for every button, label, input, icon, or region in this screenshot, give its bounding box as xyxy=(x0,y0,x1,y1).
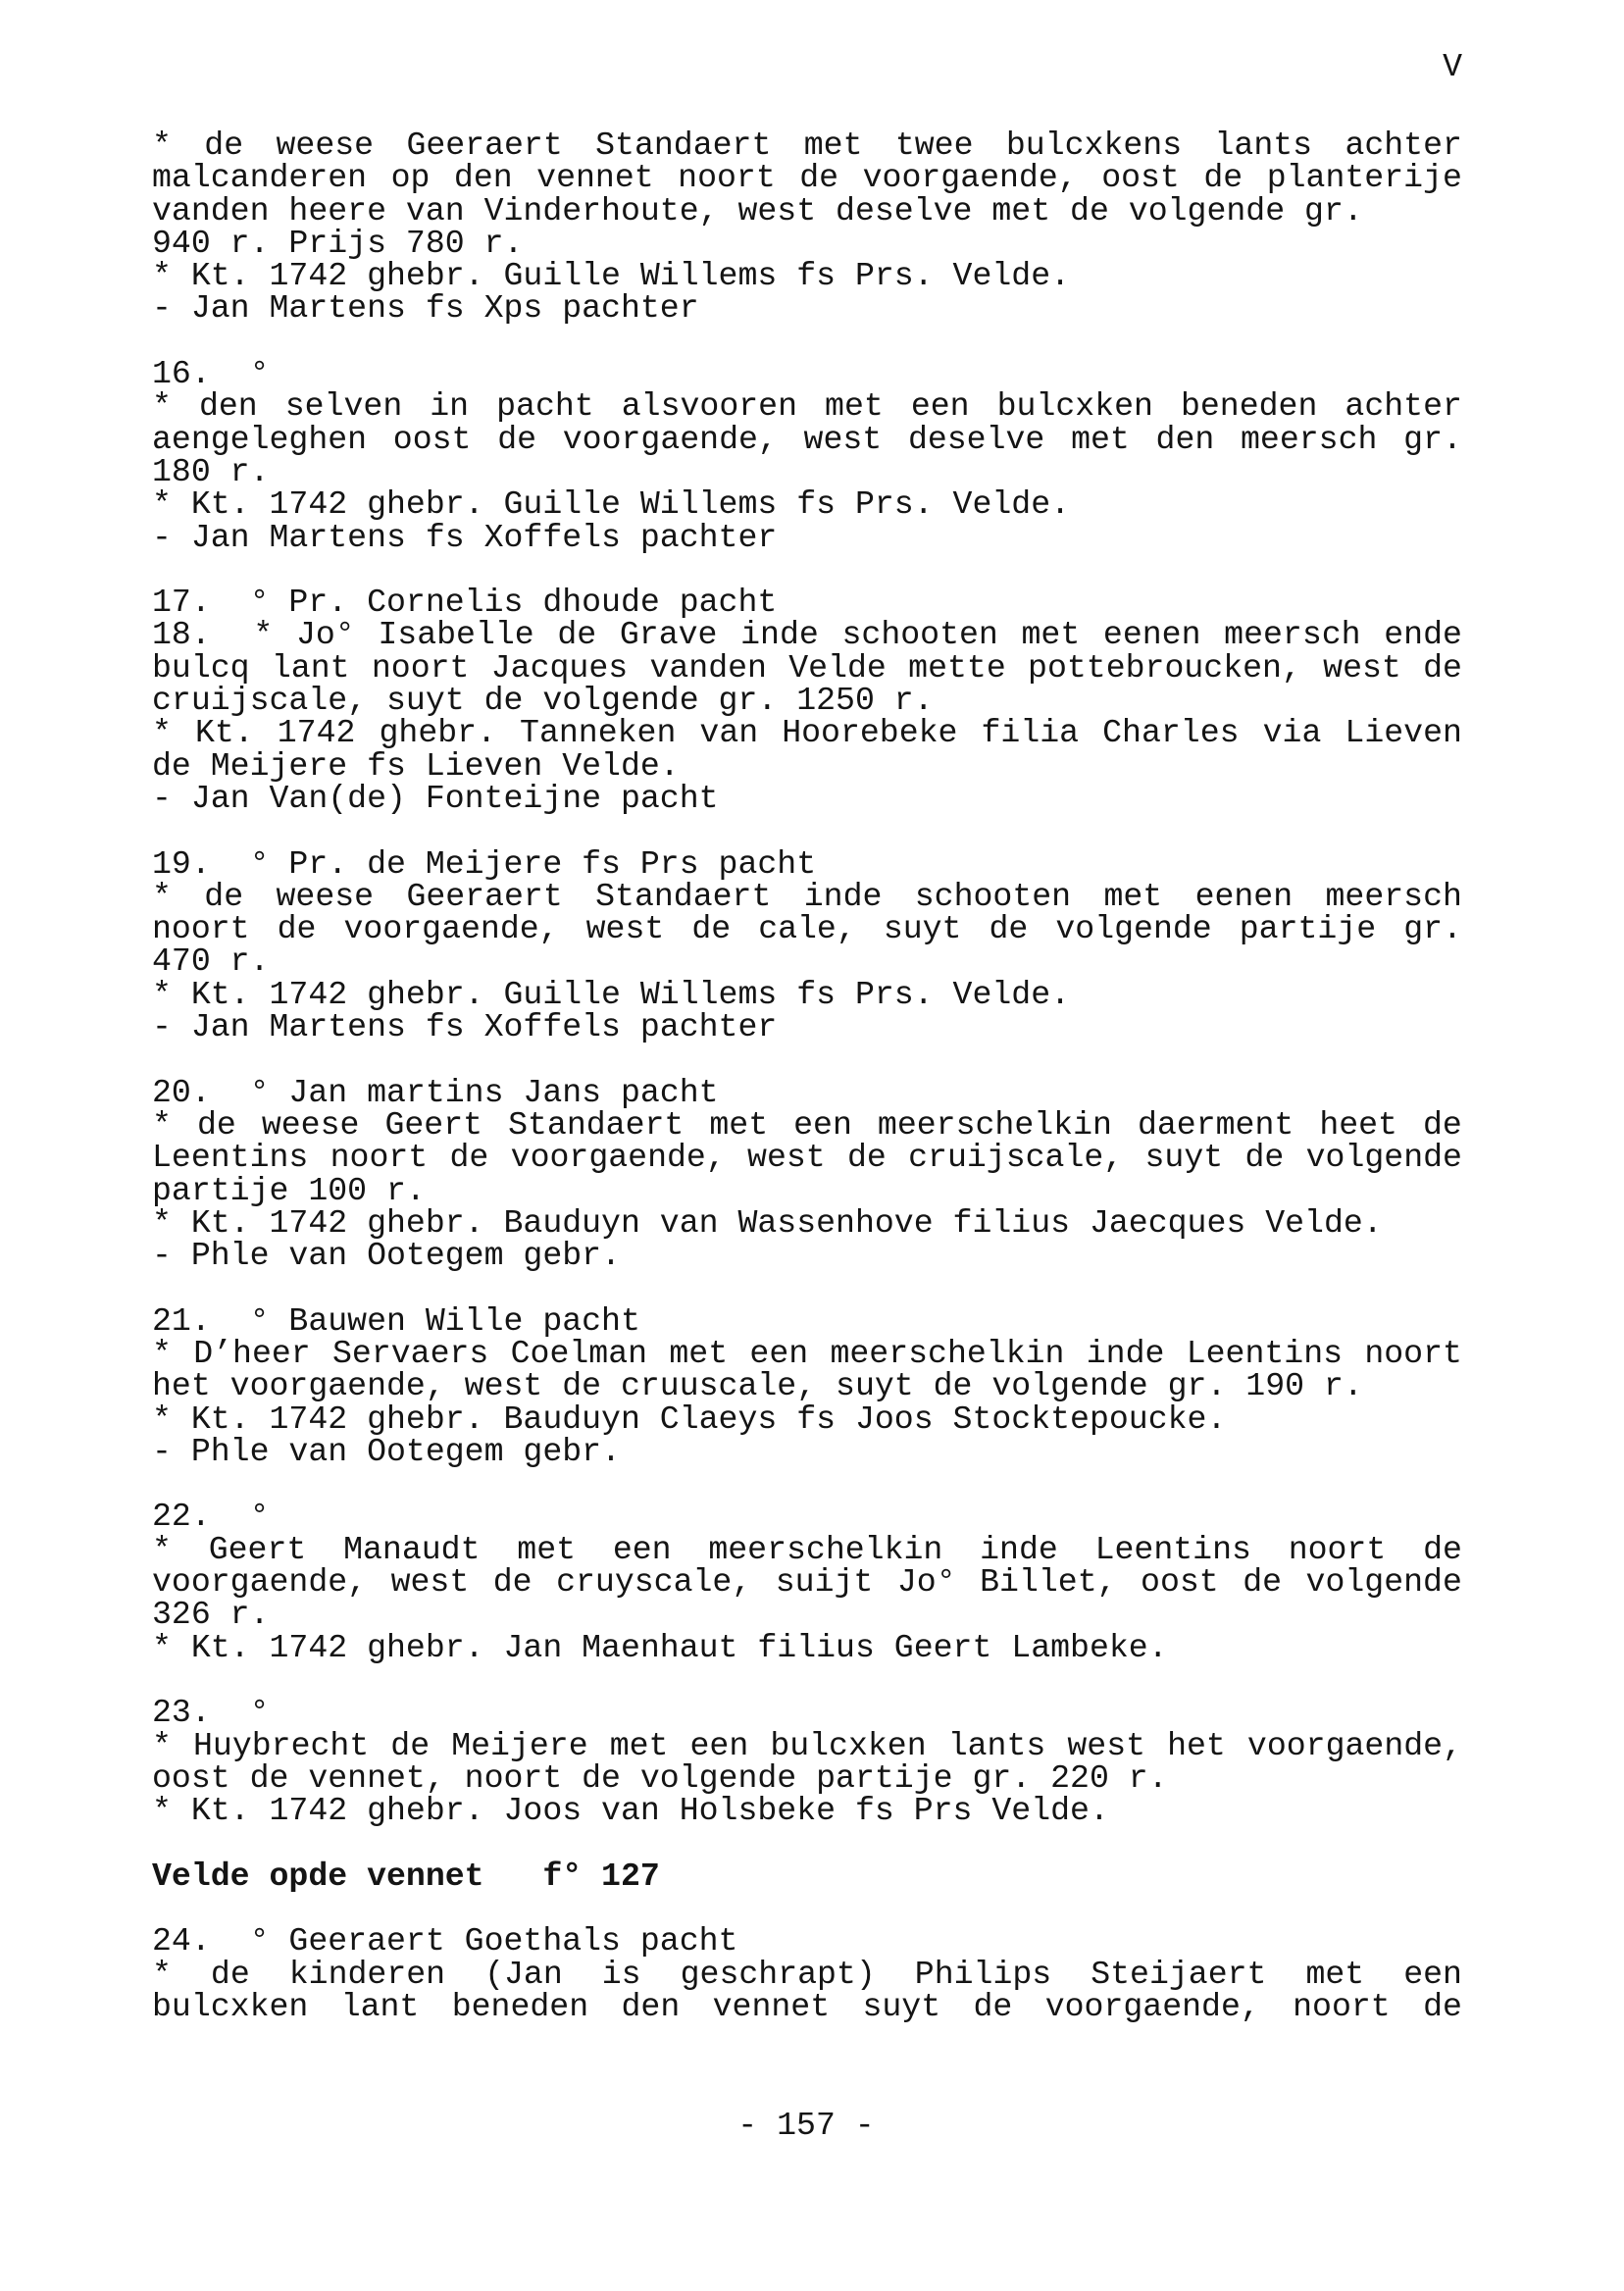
word: de xyxy=(557,616,597,654)
word: mette xyxy=(908,648,1006,687)
word: beneden xyxy=(451,1987,589,2025)
word: de xyxy=(1244,1139,1285,1177)
word: west xyxy=(803,420,883,458)
text-line: - Jan Martens fs Xoffels pachter xyxy=(152,518,778,556)
word: Geert xyxy=(384,1105,483,1144)
word: weese xyxy=(261,1105,360,1144)
word: west xyxy=(1067,1726,1146,1764)
word: Leentins xyxy=(152,1139,309,1177)
word: ende xyxy=(1384,616,1462,654)
word: schooten xyxy=(914,877,1072,915)
entry-block xyxy=(152,586,1462,815)
entry-block xyxy=(152,1301,1462,1470)
word: * xyxy=(152,387,172,426)
word: met xyxy=(517,1530,577,1568)
word: een xyxy=(612,1530,672,1568)
word: lant xyxy=(340,1987,420,2025)
word: de xyxy=(390,1726,431,1764)
text-line xyxy=(152,910,1462,948)
word: 1742 xyxy=(277,714,356,752)
word: cruyscale, xyxy=(556,1563,752,1602)
word: weese xyxy=(276,877,375,915)
word: pacht xyxy=(496,387,594,426)
word: vanden xyxy=(649,648,767,687)
word: vennet xyxy=(536,159,654,197)
text-line: partije 100 r. xyxy=(152,1171,426,1209)
word: een xyxy=(689,1726,749,1764)
word: deselve xyxy=(907,420,1045,458)
word: noort xyxy=(1364,1334,1462,1372)
word: de xyxy=(196,1105,236,1144)
word: Hoorebeke xyxy=(782,714,958,752)
text-line: * Kt. 1742 ghebr. Guille Willems fs Prs. Velde. xyxy=(152,257,1071,295)
word: van xyxy=(699,714,759,752)
entry-number-line: 16. ° xyxy=(152,355,270,393)
word: Isabelle xyxy=(378,616,534,654)
text-line: cruijscale, suyt de volgende gr. 1250 r. xyxy=(152,682,934,720)
word: beneden xyxy=(1180,387,1318,426)
word: den xyxy=(621,1987,681,2025)
word: de xyxy=(1423,1530,1462,1568)
text-line: - Phle van Ootegem gebr. xyxy=(152,1237,621,1275)
word: een xyxy=(1403,1955,1462,1993)
word: met xyxy=(709,1105,769,1144)
word: bulcxken xyxy=(770,1726,927,1764)
word: vennet xyxy=(712,1987,831,2025)
word: voorgaende, xyxy=(562,420,778,458)
word: suyt xyxy=(1144,1139,1224,1177)
word: Standaert xyxy=(508,1105,685,1144)
word: suyt xyxy=(883,910,962,948)
word: * xyxy=(152,1105,172,1144)
word: volgende xyxy=(1305,1563,1462,1602)
entry-block xyxy=(152,1922,1462,2025)
word: meersch xyxy=(1241,420,1378,458)
word: oost xyxy=(392,420,472,458)
word: met xyxy=(669,1334,729,1372)
word: suijt xyxy=(775,1563,874,1602)
word: noort xyxy=(678,159,776,197)
entry-block xyxy=(152,844,1462,1046)
entry-number-line: 21. ° Bauwen Wille pacht xyxy=(152,1301,640,1340)
text-line: - Jan Van(de) Fonteijne pacht xyxy=(152,779,719,817)
word: Geert xyxy=(208,1530,307,1568)
word: noort xyxy=(330,1139,429,1177)
page-marker: V xyxy=(1443,48,1462,85)
entry-block xyxy=(152,1498,1462,1666)
document-body xyxy=(152,129,1462,2057)
word: lants xyxy=(1214,127,1313,164)
word: inde xyxy=(980,1530,1058,1568)
word: via xyxy=(1262,714,1322,752)
word: pottebroucken, xyxy=(1028,648,1301,687)
word: voorgaende, xyxy=(1044,1987,1260,2025)
word: Jo° xyxy=(896,1563,956,1602)
word: de xyxy=(847,1139,887,1177)
word: D’heer xyxy=(193,1334,311,1372)
word: de xyxy=(210,1955,250,1993)
word: de xyxy=(799,159,839,197)
word: ghebr. xyxy=(379,714,496,752)
text-line xyxy=(152,387,1462,426)
word: west xyxy=(585,910,665,948)
word: * xyxy=(152,714,172,752)
word: twee xyxy=(894,127,974,164)
word: meerschelkin xyxy=(877,1105,1112,1144)
text-line: * Kt. 1742 ghebr. Guille Willems fs Prs. Velde. xyxy=(152,485,1071,524)
entry-number-line: 22. ° xyxy=(152,1498,270,1536)
text-line: * Kt. 1742 ghebr. Joos van Holsbeke fs Prs Velde. xyxy=(152,1792,1109,1830)
text-line xyxy=(152,1987,1462,2025)
text-line: - Jan Martens fs Xoffels pachter xyxy=(152,1008,778,1046)
word: filia xyxy=(981,714,1080,752)
text-line: vanden heere van Vinderhoute, west deselve met de volgende gr. xyxy=(152,191,1363,229)
word: achter xyxy=(1345,127,1462,164)
word: Tanneken xyxy=(520,714,677,752)
word: de xyxy=(277,910,317,948)
word: (Jan xyxy=(484,1955,563,1993)
text-line: * Kt. 1742 ghebr. Bauduyn Claeys fs Joos Stocktepoucke. xyxy=(152,1400,1227,1438)
word: noort xyxy=(371,648,470,687)
word: de xyxy=(204,127,244,164)
word: * xyxy=(152,1334,172,1372)
word: * xyxy=(152,1530,172,1568)
entry-block xyxy=(152,1073,1462,1275)
word: * xyxy=(253,616,274,654)
text-line xyxy=(152,1105,1462,1144)
word: Leentins xyxy=(1094,1530,1251,1568)
word: inde xyxy=(803,877,883,915)
text-line: * Kt. 1742 ghebr. Jan Maenhaut filius Geert Lambeke. xyxy=(152,1628,1168,1666)
word: de xyxy=(1423,1105,1462,1144)
word: in xyxy=(430,387,470,426)
word: met xyxy=(1021,616,1081,654)
text-line: de Meijere fs Lieven Velde. xyxy=(152,746,680,785)
word: meerschelkin xyxy=(830,1334,1065,1372)
word: geschrapt) xyxy=(680,1955,876,1993)
word: de xyxy=(1203,159,1243,197)
word: de xyxy=(204,877,244,915)
word: gr. xyxy=(1403,910,1462,948)
word: bulcxkens xyxy=(1005,127,1183,164)
text-line xyxy=(152,1563,1462,1602)
entry-number-line: 20. ° Jan martins Jans pacht xyxy=(152,1073,719,1111)
word: suyt xyxy=(862,1987,941,2025)
word: meersch xyxy=(1325,877,1462,915)
word: de xyxy=(1423,648,1462,687)
word: Velde xyxy=(788,648,887,687)
word: met xyxy=(1071,420,1130,458)
word: daerment xyxy=(1137,1105,1294,1144)
word: volgende xyxy=(1055,910,1212,948)
entry-number-line xyxy=(152,616,1462,654)
text-line: 326 r. xyxy=(152,1596,270,1634)
word: voorgaende, xyxy=(862,159,1078,197)
text-line: het voorgaende, west de cruuscale, suyt de volgende gr. 190 r. xyxy=(152,1367,1363,1405)
word: Leentins xyxy=(1186,1334,1344,1372)
text-line xyxy=(152,129,1462,162)
text-line xyxy=(152,714,1462,752)
word: de xyxy=(492,1563,533,1602)
word: west xyxy=(1323,648,1401,687)
word: de xyxy=(973,1987,1013,2025)
section-heading-block xyxy=(152,1857,1462,1895)
text-line: * Kt. 1742 ghebr. Bauduyn van Wassenhove filius Jaecques Velde. xyxy=(152,1203,1383,1242)
word: Huybrecht xyxy=(192,1726,370,1764)
text-line xyxy=(152,1726,1462,1764)
word: Geeraert xyxy=(406,127,563,164)
word: Grave xyxy=(619,616,718,654)
word: Philips xyxy=(914,1955,1052,1993)
word: noort xyxy=(1288,1530,1387,1568)
word: Standaert xyxy=(595,127,772,164)
entry-number-line: 17. ° Pr. Cornelis dhoude pacht xyxy=(152,584,778,622)
word: 18. xyxy=(152,616,230,654)
word: met xyxy=(825,387,884,426)
text-line: 180 r. xyxy=(152,452,270,490)
word: cruijscale, xyxy=(908,1139,1124,1177)
text-line xyxy=(152,1955,1462,1993)
word: west xyxy=(747,1139,826,1177)
text-line: - Jan Martens fs Xps pachter xyxy=(152,289,699,328)
entry-block xyxy=(152,1694,1462,1830)
word: den xyxy=(1155,420,1215,458)
word: malcanderen xyxy=(152,159,368,197)
word: Charles xyxy=(1102,714,1240,752)
word: Coelman xyxy=(510,1334,648,1372)
text-line xyxy=(152,420,1462,458)
word: voorgaende, xyxy=(510,1139,726,1177)
word: Jacques xyxy=(490,648,629,687)
word: * xyxy=(152,127,172,164)
word: selven xyxy=(284,387,403,426)
word: met xyxy=(609,1726,669,1764)
word: eenen xyxy=(1102,616,1201,654)
text-line: oost de vennet, noort de volgende partije gr. 220 r. xyxy=(152,1758,1168,1797)
word: voorgaende, xyxy=(1246,1726,1462,1764)
word: inde xyxy=(740,616,819,654)
page-number-footer: - 157 - xyxy=(737,2107,875,2144)
text-line: 940 r. Prijs 780 r. xyxy=(152,224,524,262)
text-line xyxy=(152,648,1462,687)
text-line: 470 r. xyxy=(152,942,270,981)
word: alsvooren xyxy=(621,387,798,426)
word: lants xyxy=(947,1726,1046,1764)
word: een xyxy=(749,1334,809,1372)
word: op xyxy=(390,159,431,197)
word: den xyxy=(453,159,513,197)
word: * xyxy=(152,877,172,915)
word: oost xyxy=(1101,159,1180,197)
word: Geeraert xyxy=(406,877,563,915)
text-line: * Kt. 1742 ghebr. Guille Willems fs Prs. Velde. xyxy=(152,975,1071,1013)
word: heet xyxy=(1319,1105,1397,1144)
word: de xyxy=(497,420,537,458)
entry-number-line: 23. ° xyxy=(152,1694,270,1732)
word: west xyxy=(390,1563,470,1602)
word: de xyxy=(1423,1987,1462,2025)
word: partije xyxy=(1239,910,1377,948)
word: gr. xyxy=(1403,420,1462,458)
word: eenen xyxy=(1194,877,1294,915)
entry-number-line: 19. ° Pr. de Meijere fs Prs pacht xyxy=(152,844,817,883)
word: Servaers xyxy=(332,1334,489,1372)
word: met xyxy=(803,127,863,164)
word: Billet, xyxy=(980,1563,1117,1602)
word: meerschelkin xyxy=(708,1530,943,1568)
word: Lieven xyxy=(1345,714,1462,752)
word: * xyxy=(152,1955,172,1993)
text-line xyxy=(152,1530,1462,1568)
word: achter xyxy=(1345,387,1462,426)
word: volgende xyxy=(1305,1139,1462,1177)
word: de xyxy=(989,910,1029,948)
word: Kt. xyxy=(194,714,254,752)
word: * xyxy=(152,1726,172,1764)
word: Standaert xyxy=(595,877,772,915)
word: bulcxken xyxy=(152,1987,309,2025)
word: de xyxy=(691,910,732,948)
word: met xyxy=(1103,877,1163,915)
word: een xyxy=(793,1105,852,1144)
word: met xyxy=(1305,1955,1365,1993)
word: weese xyxy=(276,127,375,164)
text-line xyxy=(152,159,1462,197)
word: noort xyxy=(152,910,250,948)
word: voorgaende, xyxy=(343,910,559,948)
word: een xyxy=(910,387,970,426)
text-line xyxy=(152,1139,1462,1177)
word: planterije xyxy=(1266,159,1462,197)
word: het xyxy=(1167,1726,1226,1764)
word: bulcxken xyxy=(996,387,1153,426)
word: Steijaert xyxy=(1091,1955,1267,1993)
word: lant xyxy=(271,648,350,687)
word: is xyxy=(601,1955,641,1993)
word: de xyxy=(1243,1563,1283,1602)
word: inde xyxy=(1086,1334,1165,1372)
section-heading: Velde opde vennet f° 127 xyxy=(152,1857,660,1895)
word: kinderen xyxy=(288,1955,446,1993)
word: noort xyxy=(1293,1987,1391,2025)
word: schooten xyxy=(841,616,998,654)
entry-block xyxy=(152,355,1462,556)
word: cale, xyxy=(758,910,856,948)
text-line xyxy=(152,877,1462,915)
word: meersch xyxy=(1224,616,1361,654)
word: bulcq xyxy=(152,648,250,687)
word: Manaudt xyxy=(343,1530,481,1568)
word: voorgaende, xyxy=(152,1563,368,1602)
word: aengeleghen xyxy=(152,420,368,458)
entry-number-line: 24. ° Geeraert Goethals pacht xyxy=(152,1922,738,1960)
word: den xyxy=(198,387,258,426)
text-line: - Phle van Ootegem gebr. xyxy=(152,1432,621,1470)
text-line xyxy=(152,1334,1462,1372)
word: Meijere xyxy=(451,1726,588,1764)
word: oost xyxy=(1141,1563,1219,1602)
word: de xyxy=(449,1139,489,1177)
word: Jo° xyxy=(295,616,355,654)
entry-block xyxy=(152,129,1462,326)
